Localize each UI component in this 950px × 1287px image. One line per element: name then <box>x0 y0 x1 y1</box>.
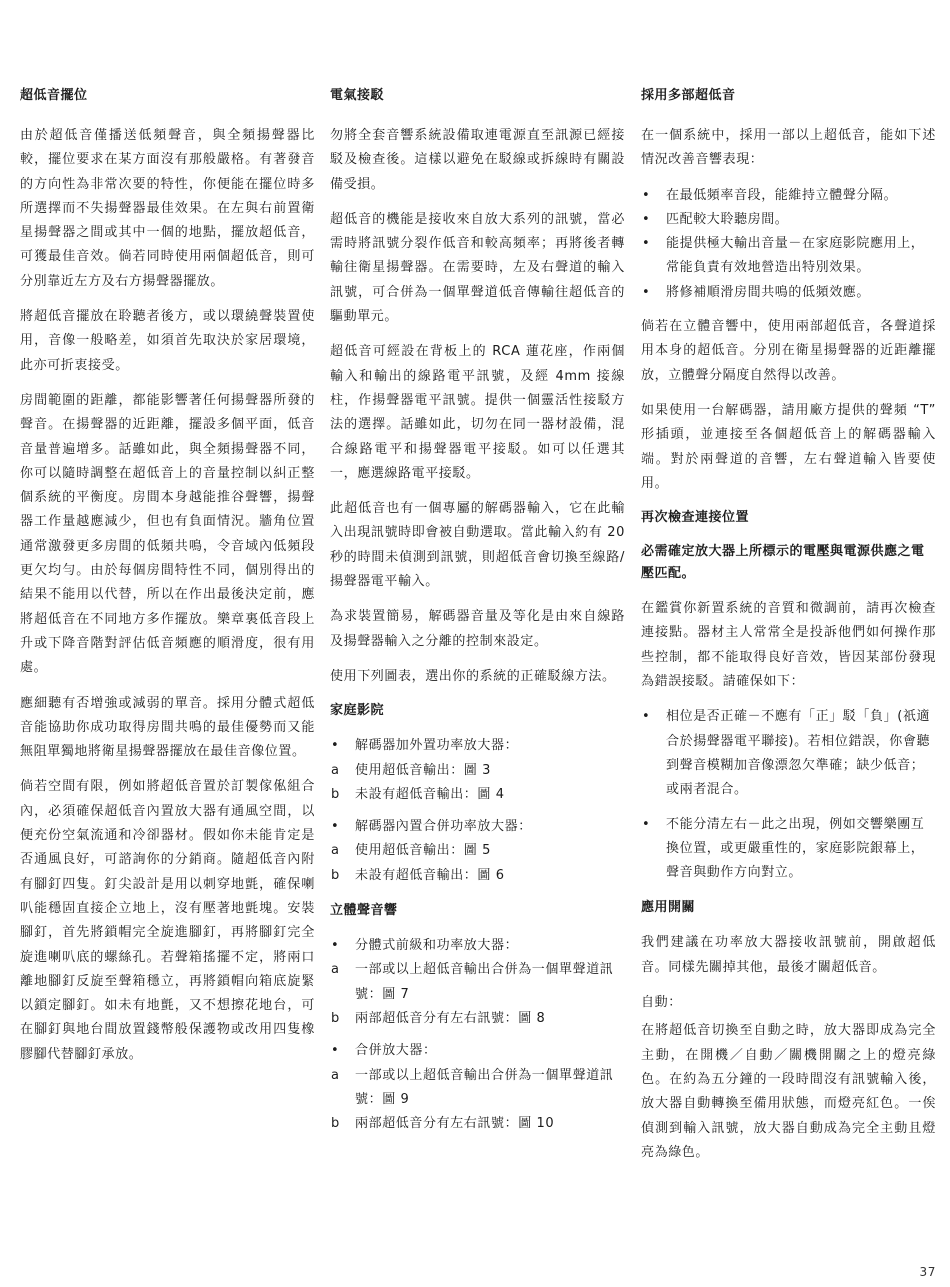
list-letter: b <box>331 1010 340 1026</box>
paragraph: 房間範圍的距離，都能影響著任何揚聲器所發的聲音。在揚聲器的近距離，擺設多個平面，低音音量普遍增多。話雖如此，與全頻揚聲器不同，你可以隨時調整在超低音上的音量控制以糾正整個系統的平衡度。房間本身越能推谷聲響，揚聲器工作量越應減少，但也有負面情況。牆角位置通常激發更多房間的低頻共鳴，令音域內低頻段更欠均勻。由於每個房間特性不同，個別得出的結果不能用以代替，所以在作出最後決定前，應將超低音在不同地方多作擺放。樂章裏低音段上升或下降音階對評估低音頻應的順滑度，很有用處。 <box>20 392 315 676</box>
list-item: • 將修補順滑房間共鳴的低頻效應。 <box>641 281 936 305</box>
list-item-text: 一部或以上超低音輸出合併為一個單聲道訊號：圖 7 <box>355 962 614 1002</box>
list-letter: b <box>331 867 340 883</box>
paragraph: 勿將全套音響系統設備取連電源直至訊源已經接駁及檢查後。這樣以避免在駁線或拆線時有關設備受損。 <box>330 128 625 192</box>
list-item: • 合併放大器： <box>330 1039 625 1063</box>
list-item: • 匹配較大聆聽房間。 <box>641 208 936 232</box>
subheading-home-theatre: 家庭影院 <box>330 703 385 719</box>
list-item: • 分體式前級和功率放大器： <box>330 934 625 958</box>
list-item: • 能提供極大輸出音量－在家庭影院應用上，常能負責有效地營造出特別效果。 <box>641 232 936 281</box>
list-item <box>330 783 625 807</box>
home-theatre-list-2 <box>330 815 625 888</box>
list-item: • 相位是否正確－不應有「正」駁「負」(祇適合於揚聲器電平聯接)。若相位錯誤，你會聽到聲音模糊加音像漂忽欠準確；缺少低音；或兩者混合。 <box>641 705 936 802</box>
list-letter: a <box>331 1067 340 1083</box>
list-item <box>330 1007 625 1031</box>
subheading-stereo: 立體聲音響 <box>330 903 398 919</box>
list-letter: a <box>331 962 340 978</box>
paragraph: 使用下列圖表，選出你的系統的正確駁線方法。 <box>330 668 616 684</box>
list-item-text: 使用超低音輸出：圖 3 <box>355 762 492 778</box>
column-2 <box>330 86 625 1144</box>
subheading-switch-operation: 應用開關 <box>641 900 696 916</box>
section-heading-subwoofer-placement: 超低音擺位 <box>20 88 88 103</box>
home-theatre-list-1 <box>330 734 625 807</box>
column-1 <box>20 86 315 1078</box>
paragraph: 倘若在立體音響中，使用兩部超低音，各聲道採用本身的超低音。分別在衛星揚聲器的近距離擺放，立體聲分隔度自然得以改善。 <box>641 319 936 383</box>
list-item <box>330 958 625 1007</box>
paragraph: 如果使用一台解碼器，請用廠方提供的聲頻 “T” 形插頭，並連接至各個超低音上的解碼器輸入端。對於兩聲道的音響，左右聲道輸入皆要使用。 <box>641 402 936 491</box>
list-item-text: 使用超低音輸出：圖 5 <box>355 843 492 859</box>
list-item: • 在最低頻率音段，能維持立體聲分隔。 <box>641 184 936 208</box>
list-item-text: 未設有超低音輸出：圖 6 <box>355 867 505 883</box>
multiple-subwoofer-benefits-list <box>641 184 936 305</box>
paragraph: 倘若空間有限，例如將超低音置於訂製傢俬組合內，必須確保超低音內置放大器有通風空間，以便充份空氣流通和冷卻器材。假如你未能肯定是否通風良好，可諮詢你的分銷商。隨超低音內附有腳釘四隻。釘尖設計是用以刺穿地氈，確保喇叭能穩固直接企立地上，沒有壓著地氈塊。安裝腳釘，首先將鎖帽完全旋進腳釘，再將腳釘完全旋進喇叭底的螺絲孔。若聲箱搖擺不定，將兩口離地腳釘反旋至聲箱穩立，再將鎖帽向箱底旋緊以鎖定腳釘。如未有地氈，又不想擦花地台，可在腳釘與地台間放置錢幣般保護物或改用四隻橡膠腳代替腳釘承放。 <box>20 779 315 1062</box>
list-item-text: 兩部超低音分有左右訊號：圖 10 <box>355 1116 555 1132</box>
paragraph: 在鑑賞你新置系統的音質和微調前，請再次檢查連接點。器材主人常常全是投訴他們如何操作那些控制，都不能取得良好音效，皆因某部份發現為錯誤接駁。請確保如下： <box>641 601 936 690</box>
list-item <box>330 864 625 888</box>
paragraph: 我們建議在功率放大器接收訊號前，開啟超低音。同樣先關掉其他，最後才關超低音。 <box>641 935 936 975</box>
subheading-recheck-connections: 再次檢查連接位置 <box>641 510 750 526</box>
list-item <box>330 839 625 863</box>
column-3 <box>641 86 936 1176</box>
list-item-text: 一部或以上超低音輸出合併為一個單聲道訊號：圖 9 <box>355 1067 614 1107</box>
paragraph: 應細聽有否增強或減弱的單音。採用分體式超低音能協助你成功取得房間共鳴的最佳優勢而又能無阻單獨地將衛星揚聲器擺放在最佳音像位置。 <box>20 695 315 760</box>
paragraph: 超低音的機能是接收來自放大系列的訊號，當必需時將訊號分裂作低音和較高頻率；再將後者轉輸往衛星揚聲器。在需要時，左及右聲道的輸入訊號，可合併為一個單聲道低音傳輸往超低音的驅動單元。 <box>330 211 625 325</box>
paragraph: 此超低音也有一個專屬的解碼器輸入，它在此輸入出現訊號時即會被自動選取。當此輸入約有 20 秒的時間未偵測到訊號，則超低音會切換至線路/揚聲器電平輸入。 <box>330 501 625 590</box>
list-item: • 解碼器加外置功率放大器： <box>330 734 625 758</box>
list-letter: a <box>331 762 340 778</box>
list-letter: b <box>331 786 340 802</box>
paragraph: 為求裝置簡易，解碼器音量及等化是由來自線路及揚聲器輸入之分離的控制來設定。 <box>330 609 625 649</box>
list-item <box>330 1064 625 1113</box>
list-item: • 不能分清左右－此之出現，例如交響樂團互換位置，或更嚴重性的，家庭影院銀幕上，聲音與動作方向對立。 <box>641 813 936 886</box>
paragraph-auto-label: 自動： <box>641 995 682 1011</box>
list-item <box>330 1112 625 1136</box>
paragraph: 超低音可經設在背板上的 RCA 蓮花座，作兩個輸入和輸出的線路電平訊號，及經 4mm 接線柱，作揚聲器電平訊號。提供一個靈活性接駁方法的選擇。話雖如此，切勿在同一器材設備，混合線路電平和揚聲器電平接駁。如可以任選其一，應選線路電平接駁。 <box>330 344 625 481</box>
stereo-list-1 <box>330 934 625 1031</box>
list-item-text: 兩部超低音分有左右訊號：圖 8 <box>355 1010 546 1026</box>
list-item-text: 未設有超低音輸出：圖 4 <box>355 786 505 802</box>
recheck-list <box>641 705 936 885</box>
list-item: • 解碼器內置合併功率放大器： <box>330 815 625 839</box>
page-number: 37 <box>919 1265 936 1279</box>
paragraph: 在將超低音切換至自動之時，放大器即成為完全主動，在開機／自動／關機開關之上的燈亮綠色。在約為五分鐘的一段時間沒有訊號輸入後，放大器自動轉換至備用狀態，而燈亮紅色。一俟偵測到輸入訊號，放大器自動成為完全主動且燈亮為綠色。 <box>641 1023 936 1160</box>
section-heading-electrical-connection: 電氣接駁 <box>330 88 385 103</box>
subheading-voltage-warning: 必需確定放大器上所標示的電壓與電源供應之電壓匹配。 <box>641 544 925 582</box>
paragraph: 在一個系統中，採用一部以上超低音，能如下述情況改善音響表現： <box>641 128 936 168</box>
section-heading-multiple-subwoofers: 採用多部超低音 <box>641 88 736 103</box>
list-letter: b <box>331 1116 340 1132</box>
paragraph: 由於超低音僅播送低頻聲音，與全頻揚聲器比較，擺位要求在某方面沒有那般嚴格。有著發音的方向性為非常次要的特性，你便能在擺位時多所選擇而不失揚聲器最佳效果。在左與右前置衛星揚聲器之間或其中一個的地點，擺放超低音，可獲最佳音效。倘若同時使用兩個超低音，則可分別靠近左方及右方揚聲器擺放。 <box>20 128 315 289</box>
list-letter: a <box>331 843 340 859</box>
stereo-list-2 <box>330 1039 625 1136</box>
paragraph: 將超低音擺放在聆聽者後方，或以環繞聲裝置使用，音像一般略差，如須首先取決於家居環境，此亦可折衷接受。 <box>20 309 315 373</box>
list-item <box>330 759 625 783</box>
